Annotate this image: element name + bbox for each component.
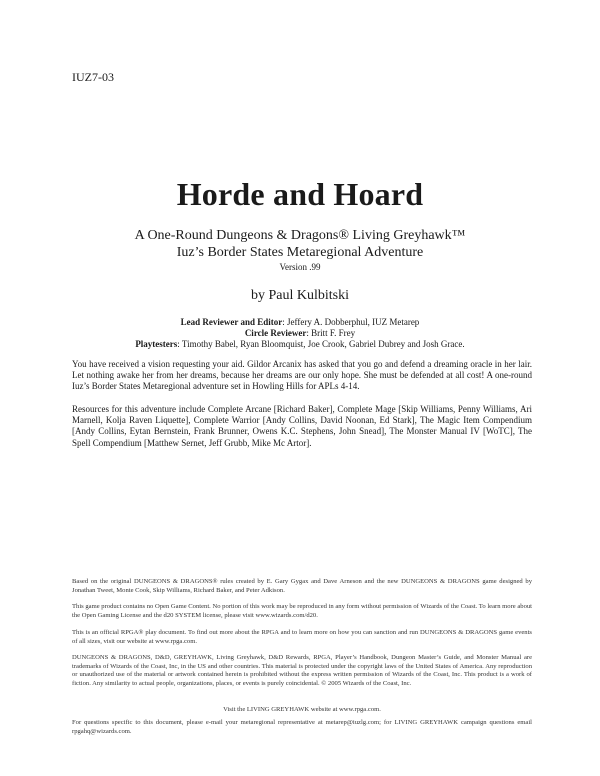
document-code: IUZ7-03 (72, 70, 114, 84)
credit-circle-value: : Britt F. Frey (306, 328, 356, 338)
credit-playtesters (60, 339, 540, 350)
credit-lead-value: : Jeffery A. Dobberphul, IUZ Metarep (282, 317, 420, 327)
subtitle-line-2: Iuz’s Border States Metaregional Adventure (176, 245, 424, 260)
legal-paragraph-origin: Based on the original DUNGEONS & DRAGONS® rules created by E. Gary Gygax and Dave Arneson and the new DUNGEONS & DRAGONS game designed by Jonathan Tweet, Monte Cook, Skip Williams, Richard Baker, and Peter Adkison. (72, 578, 532, 594)
credit-lead-label: Lead Reviewer and Editor (180, 317, 283, 327)
version-label: Version .99 (279, 262, 321, 272)
credit-circle-label: Circle Reviewer (244, 328, 307, 338)
credit-lead-reviewer (60, 317, 540, 328)
legal-paragraph-rpga: This is an official RPGA® play document. To find out more about the RPGA and to learn more on how you can sanction and run DUNGEONS & DRAGONS game events of all sizes, visit our website at www.rpga.com. (72, 629, 532, 645)
subtitle-line-1: A One-Round Dungeons & Dragons® Living Greyhawk™ (134, 228, 466, 243)
credits-block (60, 317, 540, 350)
credit-playtesters-label: Playtesters (135, 339, 178, 349)
page-title: Horde and Hoard (176, 176, 424, 212)
credit-circle-reviewer (60, 328, 540, 339)
resources-paragraph: Resources for this adventure include Complete Arcane [Richard Baker], Complete Mage [Skip Williams, Penny Williams, Ari Marnell, Kolja Raven Liquette], Complete Warrior [Andy Collins, David Noonan, Ed Stark], The Magic Item Compendium [Andy Collins, Eytan Bernstein, Frank Brunner, Owens K.C. Stephens, John Snead], The Monster Manual IV [WoTC], The Spell Compendium [Matthew Sernet, Jeff Grubb, Mike Mc Artor]. (72, 404, 532, 448)
legal-paragraph-trademarks: DUNGEONS & DRAGONS, D&D, GREYHAWK, Living Greyhawk, D&D Rewards, RPGA, Player’s Handbook, Dungeon Master’s Guide, and Monster Manual are trademarks of Wizards of the Coast, Inc, in the US and other countries. This material is protected under the copyright laws of the United States of America. Any reproduction or unauthorized use of the material or artwork contained herein is prohibited without the express written permission of Wizards of the Coast, Inc. This product is a work of fiction. Any similarity to actual people, organizations, places, or events is purely coincidental. © 2005 Wizards of the Coast, Inc. (72, 654, 532, 687)
legal-paragraph-ogc: This game product contains no Open Game Content. No portion of this work may be reproduced in any form without permission of Wizards of the Coast. To learn more about the Open Gaming License and the d20 SYSTEM license, please visit www.wizards.com/d20. (72, 603, 532, 619)
author-byline: by Paul Kulbitski (250, 288, 349, 303)
credit-playtesters-value: : Timothy Babel, Ryan Bloomquist, Joe Crook, Gabriel Dubrey and Josh Grace. (177, 339, 465, 349)
intro-paragraph: You have received a vision requesting your aid. Gildor Arcanix has asked that you go and defend a dreaming oracle in her lair. Let nothing awake her from her dreams, because her dreams are our only hope. She must be defended at all cost! A one-round Iuz’s Border States Metaregional adventure set in Howling Hills for APLs 4-14. (72, 359, 532, 392)
legal-paragraph-contact: For questions specific to this document, please e-mail your metaregional representative at metarep@iuzlg.com; for LIVING GREYHAWK campaign questions email rpgahq@wizards.com. (72, 719, 532, 735)
legal-paragraph-website: Visit the LIVING GREYHAWK website at www.rpga.com. (223, 706, 381, 713)
